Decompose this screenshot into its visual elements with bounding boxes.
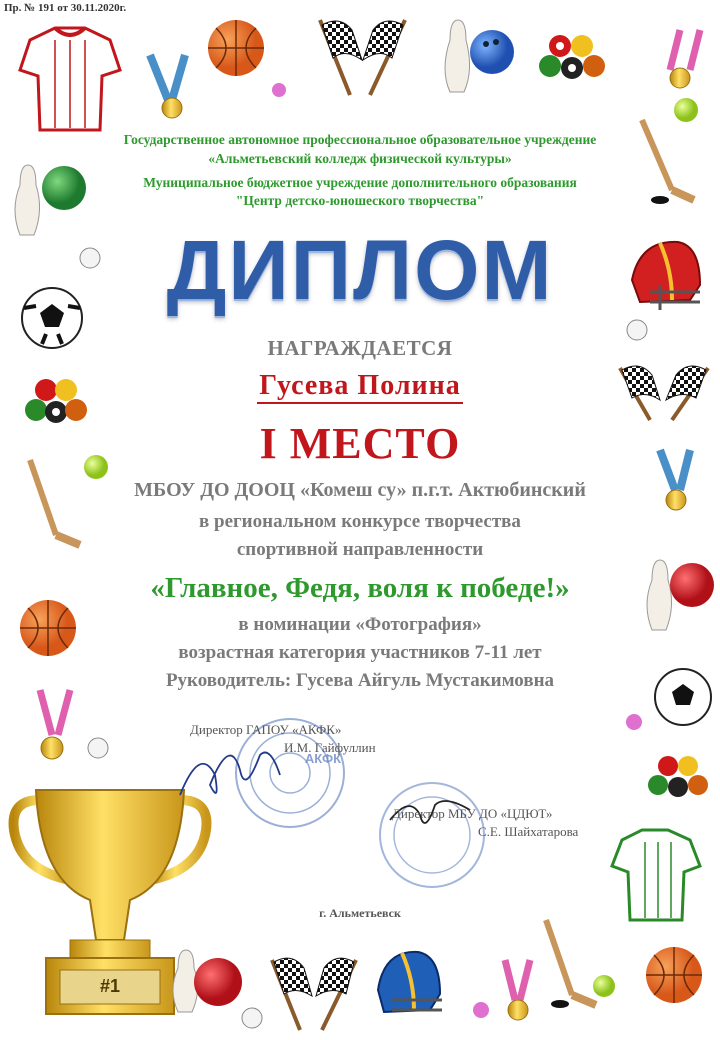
bowling-icon bbox=[173, 950, 242, 1012]
supervisor: Руководитель: Гусева Айгуль Мустакимовна bbox=[165, 670, 555, 691]
medal-icon bbox=[150, 55, 185, 118]
director-2-title: Директор МБУ ДО «ЦДЮТ» bbox=[392, 806, 553, 821]
recipient-name: Гусева Полина bbox=[257, 370, 463, 404]
organization-line-2: «Альметьевский колледж физической культуры» bbox=[208, 151, 512, 166]
ball-icon bbox=[473, 1002, 489, 1018]
school-name: МБОУ ДО ДООЦ «Комеш су» п.г.т. Актюбинский bbox=[134, 479, 586, 501]
tennis-ball-icon bbox=[674, 98, 698, 122]
stamp-2-icon bbox=[380, 783, 484, 887]
director-2-name: С.Е. Шайхатарова bbox=[478, 824, 579, 839]
diploma-title: ДИПЛОМ bbox=[166, 223, 554, 317]
trophy-label: #1 bbox=[99, 976, 121, 996]
medal-icon bbox=[670, 30, 700, 88]
director-1-title: Директор ГАПОУ «АКФК» bbox=[190, 722, 342, 737]
medal-icon bbox=[505, 960, 530, 1020]
organization-line-3: Муниципальное бюджетное учреждение дополнительного образования bbox=[143, 175, 577, 190]
place-award: I МЕСТО bbox=[259, 419, 461, 468]
baseball-icon bbox=[242, 1008, 262, 1028]
basketball-icon bbox=[646, 947, 702, 1003]
organization-line-4: "Центр детско-юношеского творчества" bbox=[235, 193, 485, 208]
football-helmet-icon bbox=[378, 952, 442, 1012]
stamp-1-text: АКФК bbox=[304, 751, 342, 766]
medal-icon bbox=[40, 690, 70, 759]
billiard-balls-icon bbox=[539, 35, 605, 79]
order-number: Пр. № 191 от 30.11.2020г. bbox=[4, 2, 127, 14]
ball-icon bbox=[272, 83, 286, 97]
checkered-flags-icon bbox=[272, 958, 356, 1030]
tennis-ball-icon bbox=[593, 975, 615, 997]
billiard-balls-icon bbox=[648, 756, 708, 797]
contest-name: «Главное, Федя, воля к победе!» bbox=[150, 572, 570, 604]
nomination: в номинации «Фотография» bbox=[238, 614, 482, 635]
contest-line-2: спортивной направленности bbox=[236, 539, 484, 560]
director-1-name: И.М. Гайфуллин bbox=[284, 740, 376, 755]
organization-line-1: Государственное автономное профессиональное образовательное учреждение bbox=[123, 132, 597, 147]
bowling-icon bbox=[445, 20, 514, 92]
hockey-stick-icon bbox=[546, 920, 596, 1008]
stamps-and-signatures bbox=[170, 715, 630, 895]
jersey-icon bbox=[20, 28, 120, 130]
age-category: возрастная категория участников 7-11 лет bbox=[178, 642, 542, 663]
recipient-name-wrapper bbox=[0, 370, 720, 404]
checkered-flags-icon bbox=[320, 20, 405, 95]
baseball-icon bbox=[88, 738, 108, 758]
awarded-label: НАГРАЖДАЕТСЯ bbox=[267, 336, 453, 360]
signature-1-icon bbox=[180, 753, 280, 796]
basketball-icon bbox=[208, 20, 264, 76]
contest-line-1: в региональном конкурсе творчества bbox=[199, 511, 521, 532]
city: г. Альметьевск bbox=[319, 906, 401, 920]
